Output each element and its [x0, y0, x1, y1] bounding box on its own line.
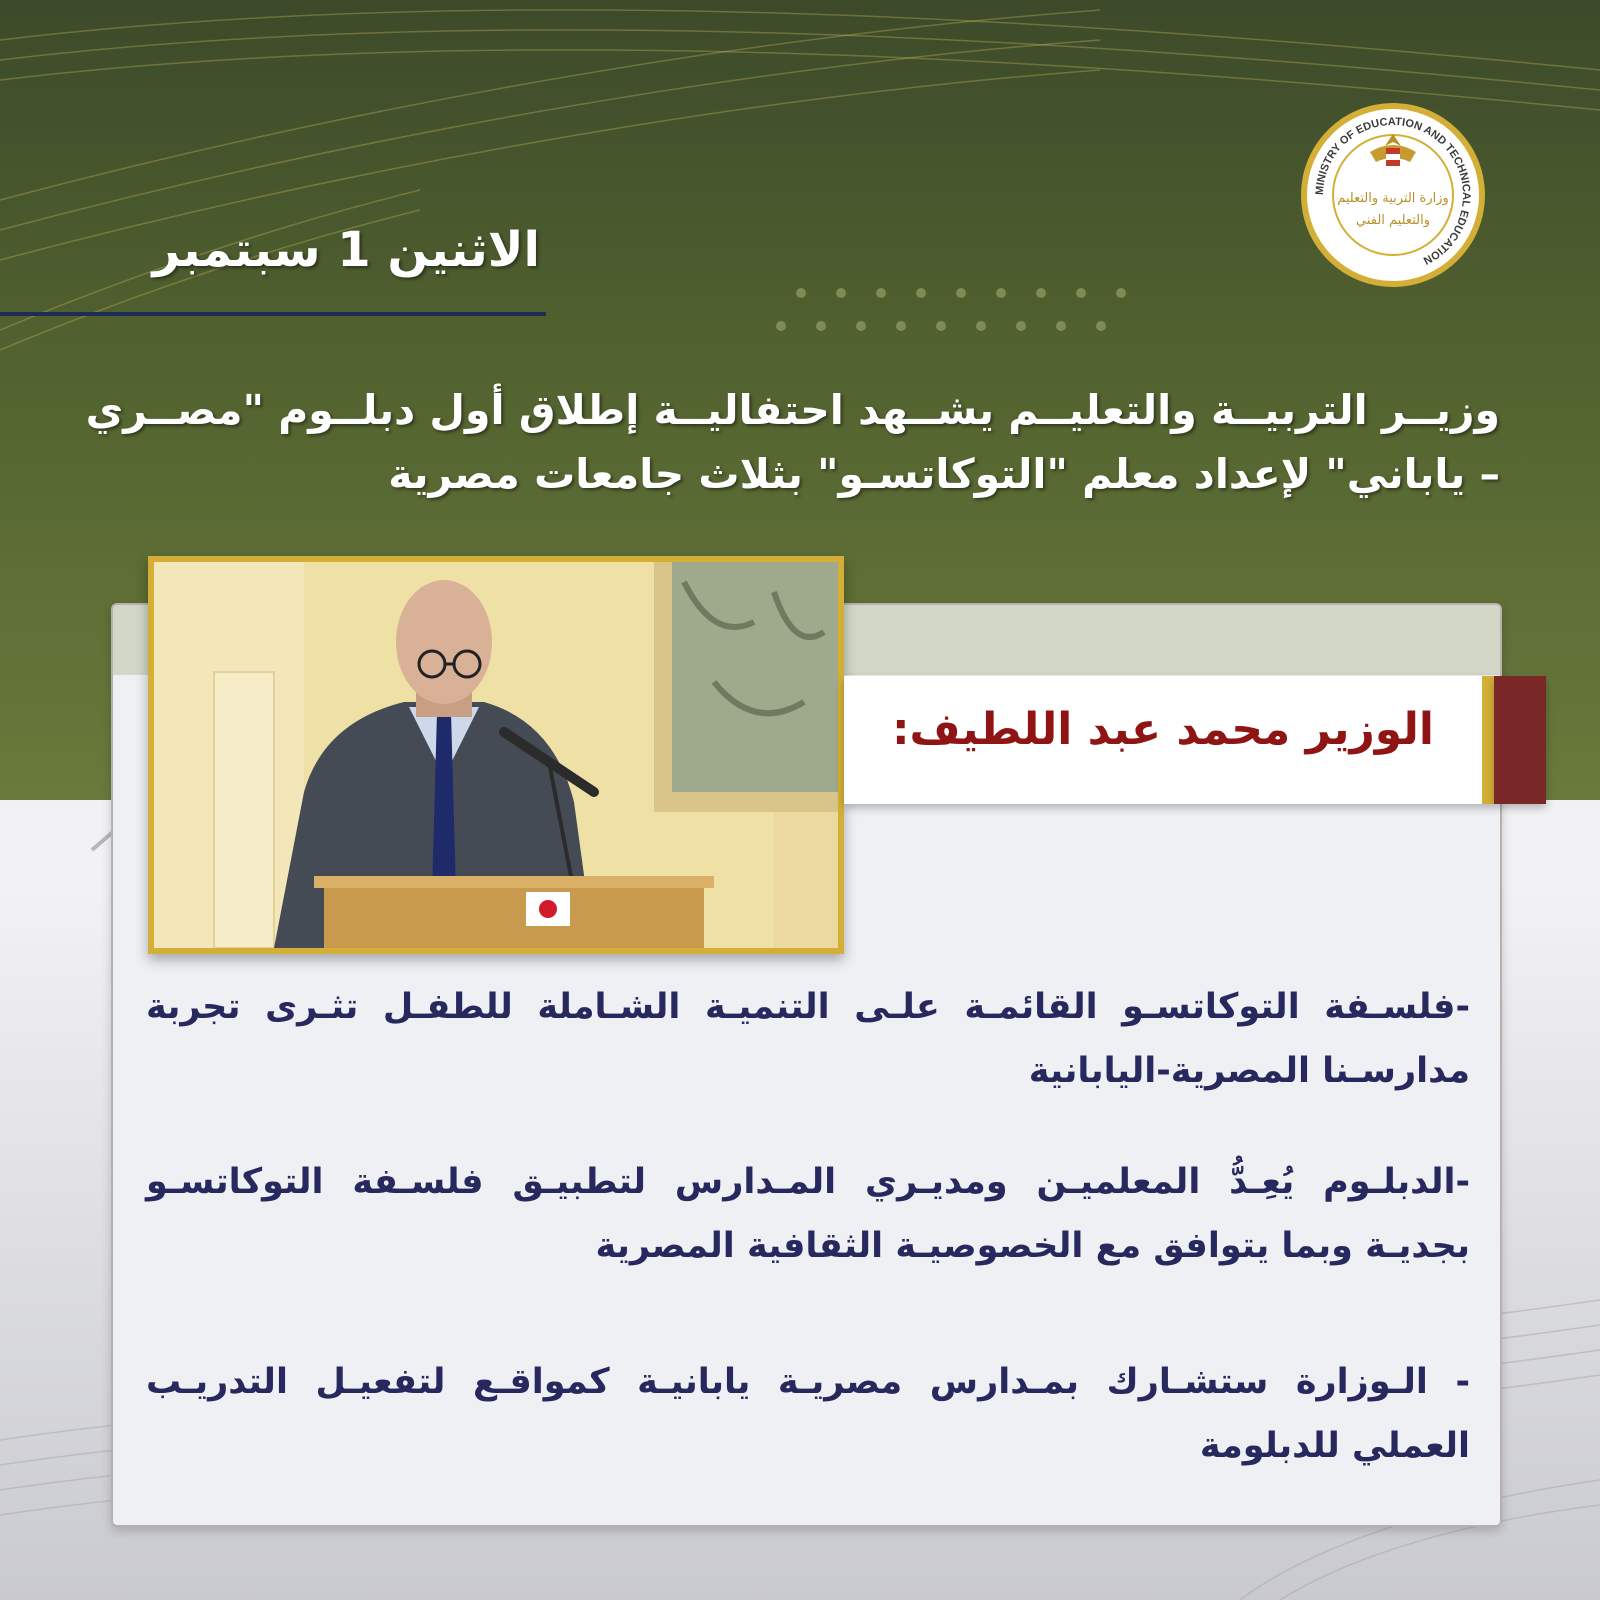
date-label: الاثنين 1 سبتمبر — [152, 222, 540, 278]
seal-arabic-line-1: وزارة التربية والتعليم — [1337, 191, 1449, 206]
date-underline — [0, 312, 546, 316]
speaker-banner — [844, 676, 1494, 804]
bullet-point-3: - الـوزارة ستشـارك بمـدارس مصريـة يابانيـة كمواقـع لتفعيـل التدريـب العملي للدبلومة — [146, 1362, 1470, 1466]
headline: وزيــر التربيــة والتعليــم يشــهد احتفاليــة إطلاق أول دبلــوم "مصــري – ياباني" لإعداد معلم "التوكاتسـو" بثلاث جامعات مصرية — [85, 386, 1500, 498]
bullet-point-2: -الدبلـوم يُعِـدُّ المعلميـن ومديـري المـدارس لتطبيـق فلسـفة التوكاتسـو بجديـة وبما يتوافق مع الخصوصيـة الثقافية المصرية — [146, 1162, 1470, 1266]
bullet-point-1: -فلسـفة التوكاتسـو القائمـة علـى التنميـة الشـاملة للطفـل تثـرى تجربة مدارسـنا المصرية-اليابانية — [146, 987, 1470, 1091]
banner-accent-block — [1494, 676, 1546, 804]
seal-arabic-line-2: والتعليم الفني — [1356, 213, 1430, 228]
minister-photo — [148, 556, 844, 954]
dot-pattern — [770, 282, 1130, 342]
ministry-seal-icon — [1300, 102, 1486, 288]
speaker-name: الوزير محمد عبد اللطيف: — [891, 704, 1434, 755]
minister-speaking-photo — [154, 562, 838, 948]
seal-ring-text: MINISTRY OF EDUCATION AND TECHNICAL EDUCATION — [1313, 115, 1473, 267]
banner-gold-stripe — [1482, 676, 1494, 804]
